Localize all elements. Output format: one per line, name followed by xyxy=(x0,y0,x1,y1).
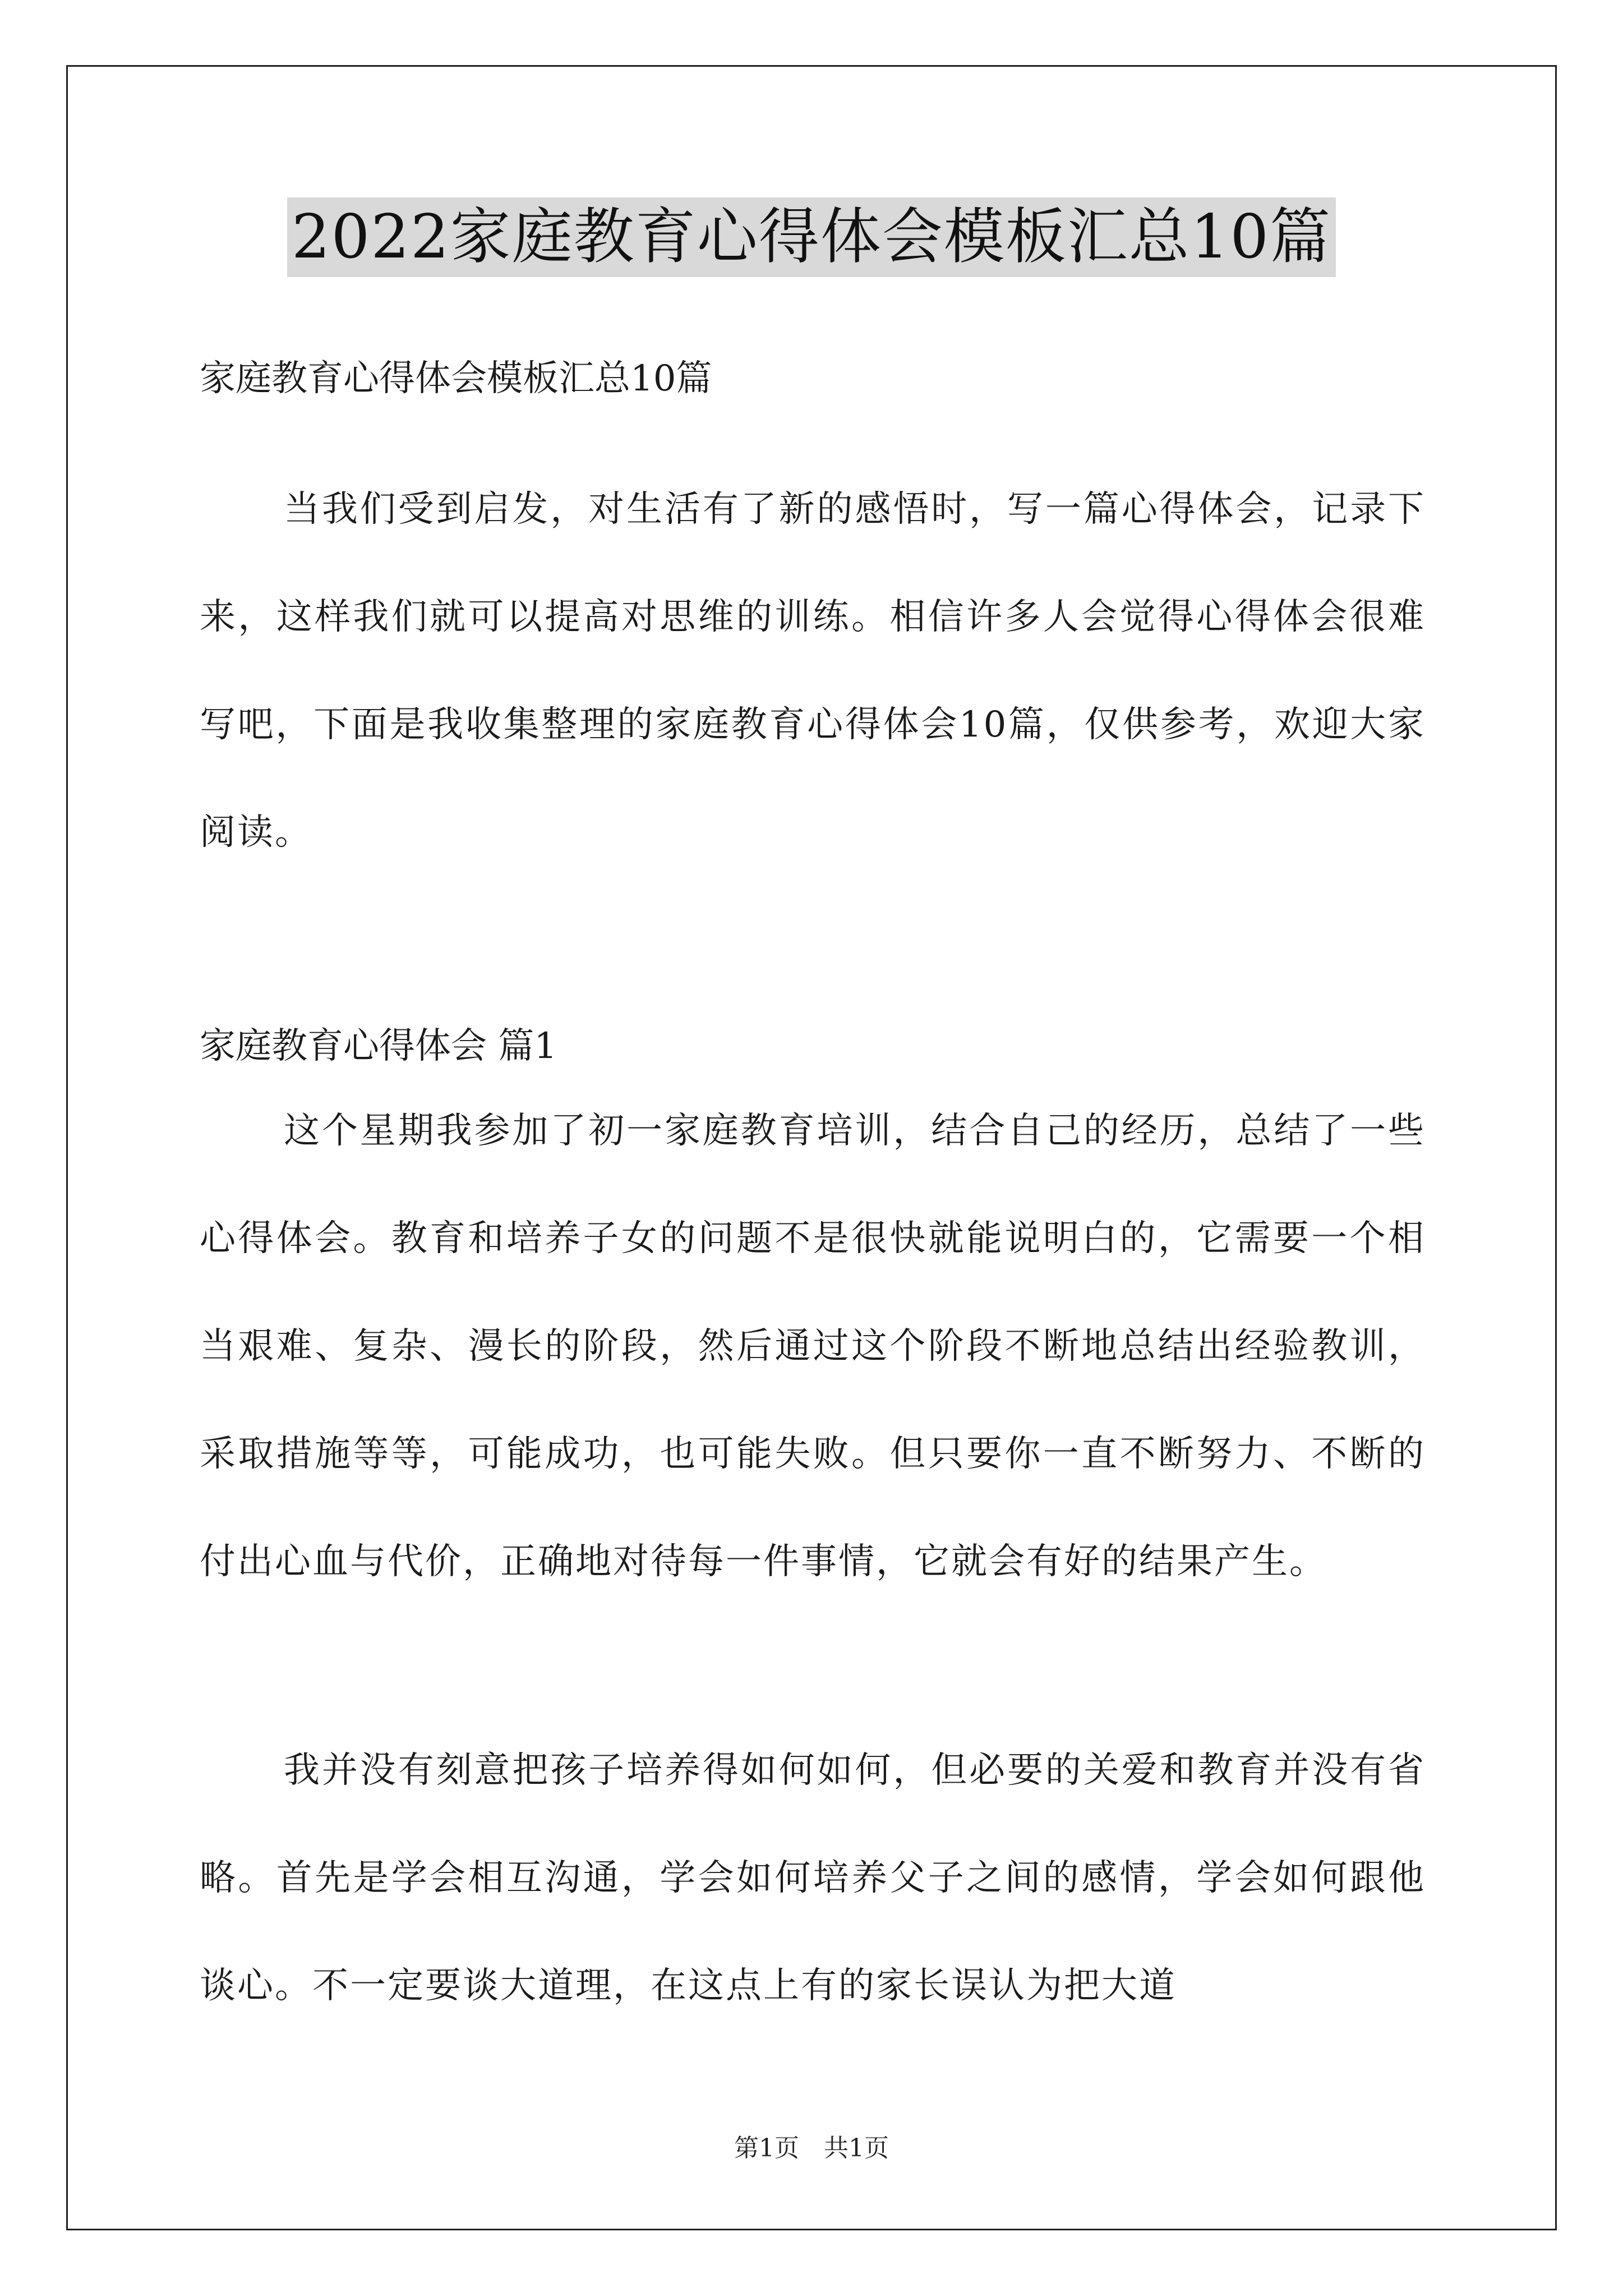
document-subtitle: 家庭教育心得体会模板汇总10篇 xyxy=(200,358,712,399)
page-footer: 第1页 共1页 xyxy=(734,2134,889,2162)
body-paragraph-2: 我并没有刻意把孩子培养得如何如何，但必要的关爱和教育并没有省略。首先是学会相互沟通，学会如何培养父子之间的感情，学会如何跟他谈心。不一定要谈大道理，在这点上有的家长误认为把大道 xyxy=(200,1750,1426,2007)
section-heading: 家庭教育心得体会 篇1 xyxy=(200,1025,557,1067)
body-paragraph-1: 这个星期我参加了初一家庭教育培训，结合自己的经历，总结了一些心得体会。教育和培养子女的问题不是很快就能说明白的，它需要一个相当艰难、复杂、漫长的阶段，然后通过这个阶段不断地总结出经验教训，采取措施等等，可能成功，也可能失败。但只要你一直不断努力、不断的付出心血与代价，正确地对待每一件事情，它就会有好的结果产生。 xyxy=(200,1110,1426,1582)
document-title: 2022家庭教育心得体会模板汇总10篇 xyxy=(287,197,1336,277)
title-container xyxy=(0,197,1623,277)
intro-paragraph: 当我们受到启发，对生活有了新的感悟时，写一篇心得体会，记录下来，这样我们就可以提高对思维的训练。相信许多人会觉得心得体会很难写吧，下面是我收集整理的家庭教育心得体会10篇，仅供参考，欢迎大家阅读。 xyxy=(200,489,1426,853)
